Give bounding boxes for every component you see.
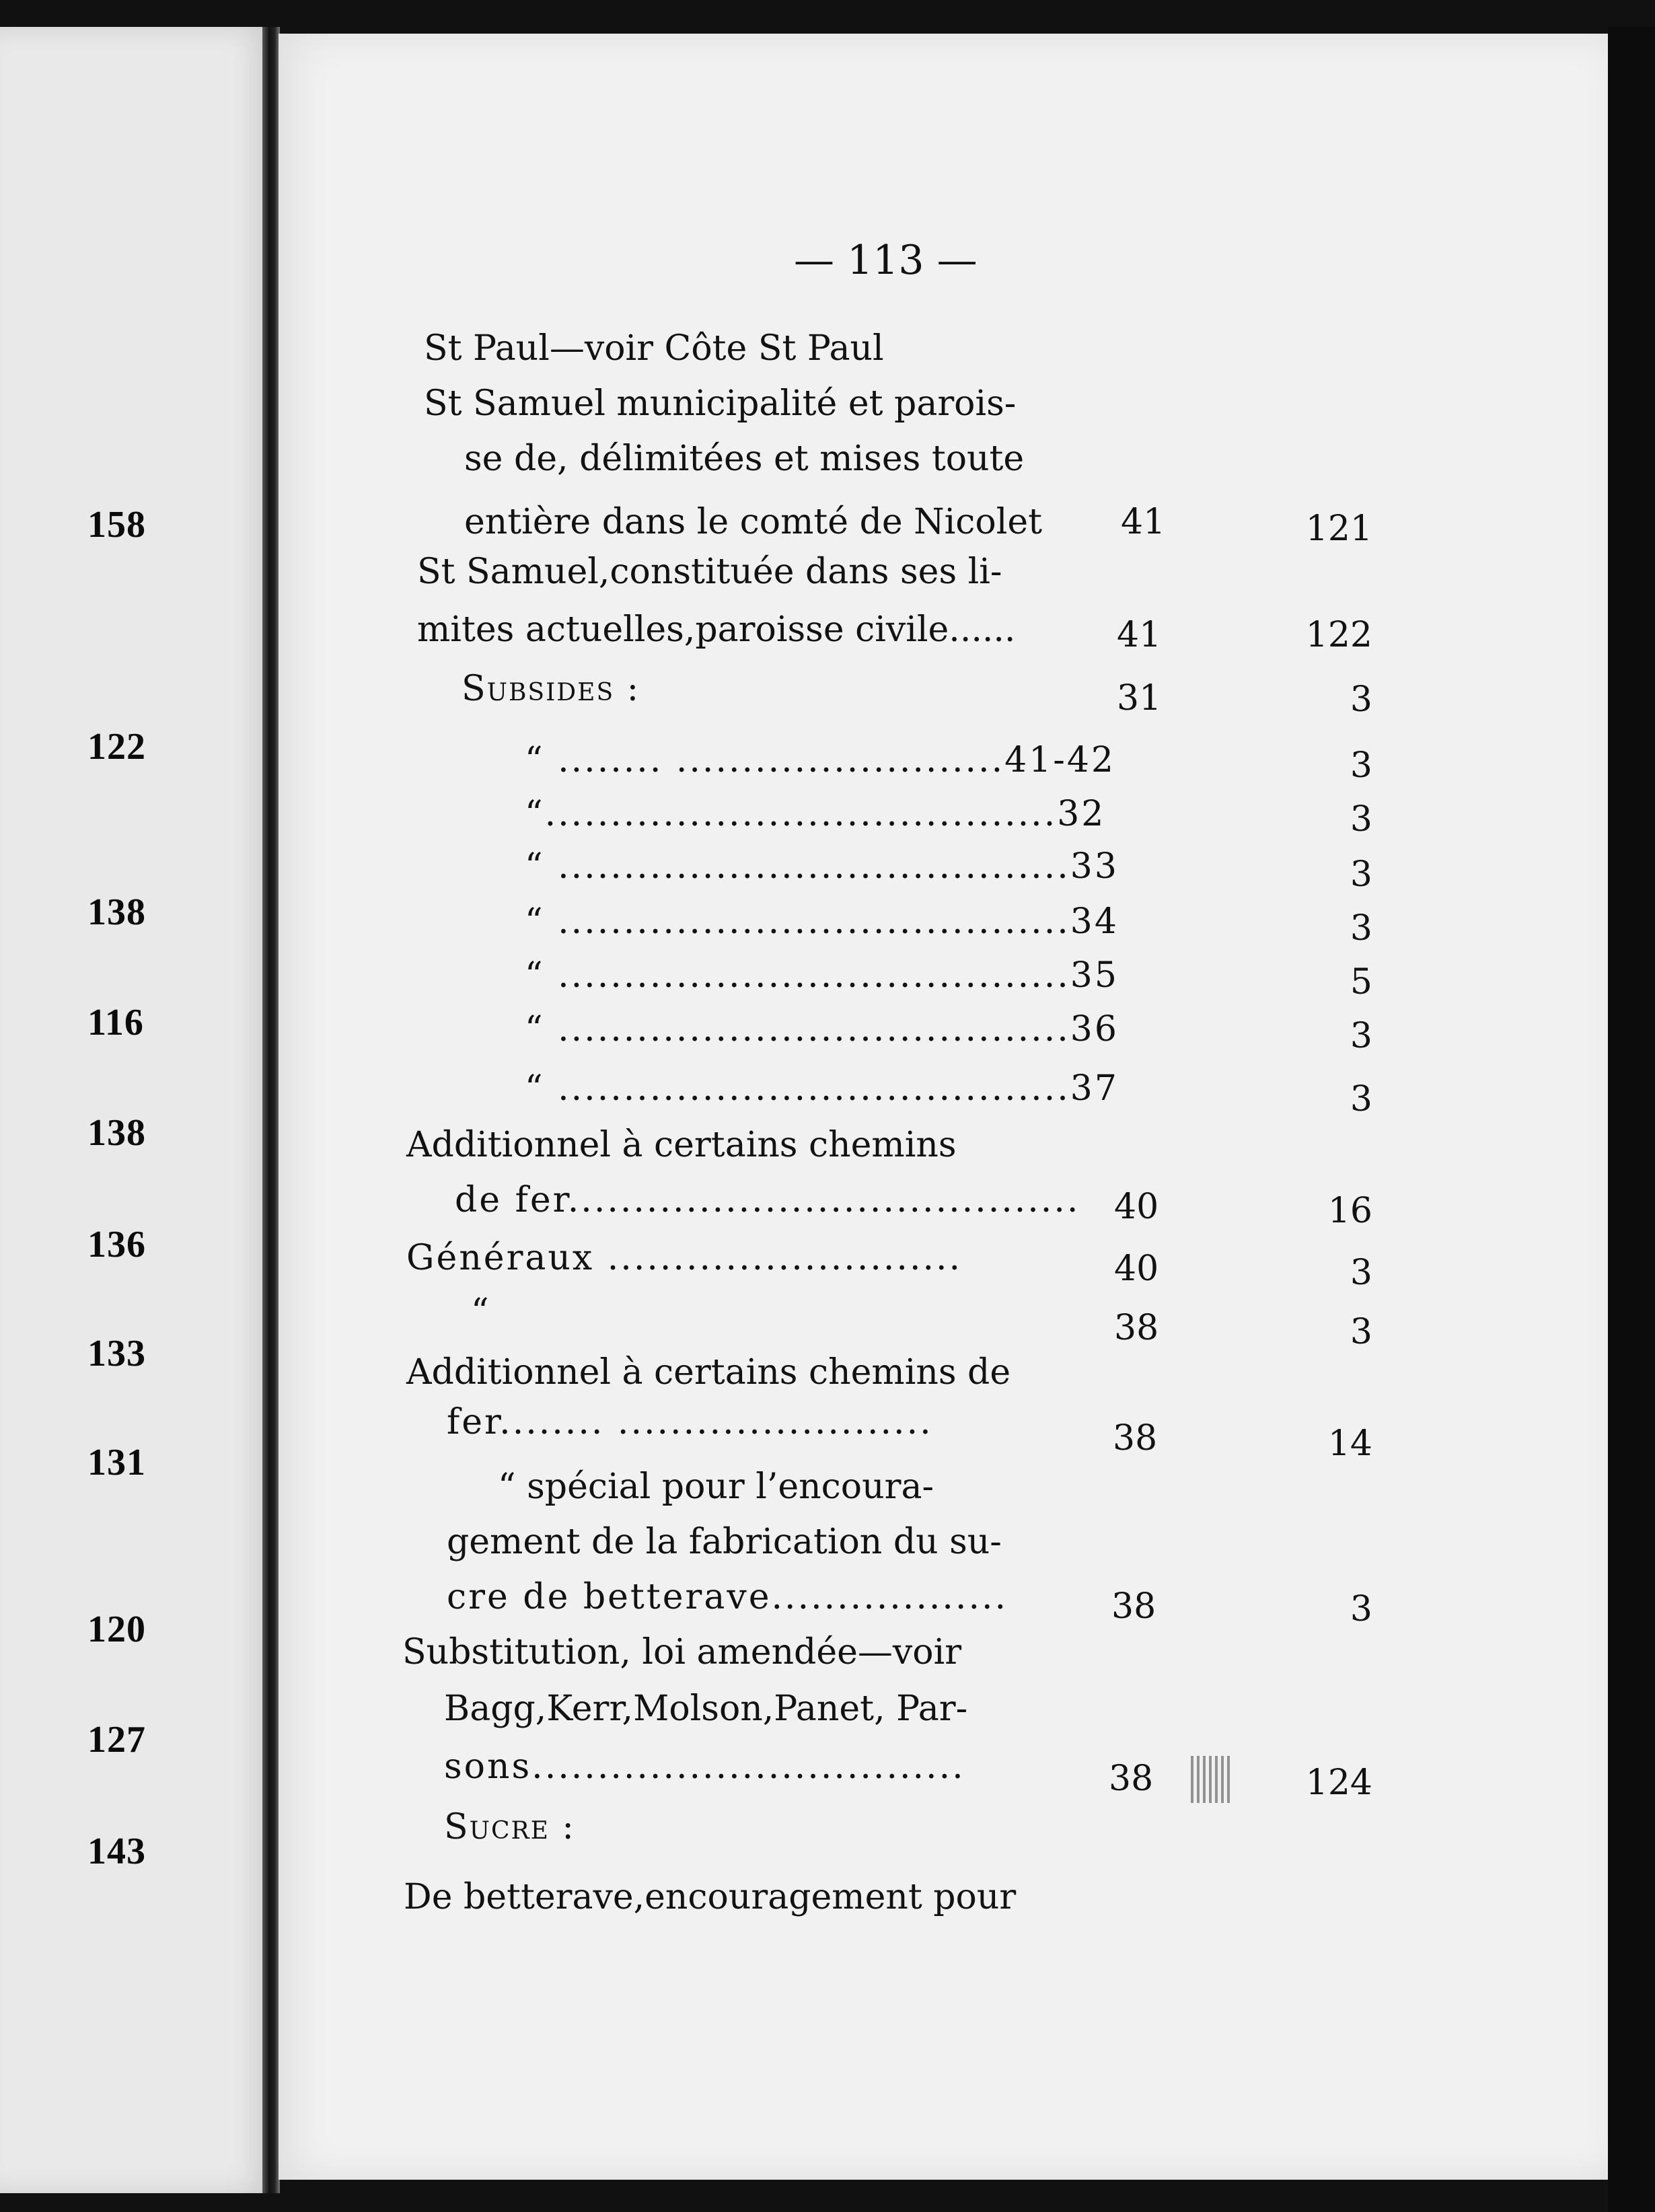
- entry-text: fer........ ........................: [447, 1402, 933, 1442]
- entry-page: 122: [1305, 615, 1372, 655]
- entry-text: gement de la fabrication du su-: [447, 1522, 1002, 1562]
- section-heading: Subsides :: [462, 669, 640, 709]
- entry-page: 3: [1350, 908, 1372, 949]
- book-spine: [262, 27, 280, 2193]
- page-number: — 113 —: [794, 237, 978, 284]
- margin-number: 136: [87, 1224, 146, 1265]
- entry-text: mites actuelles,paroisse civile......: [417, 610, 1016, 650]
- entry-volume: 41: [1121, 502, 1166, 542]
- entry-text: “ .......................................33: [525, 846, 1119, 887]
- margin-number: 131: [87, 1442, 146, 1483]
- margin-number: 138: [87, 891, 146, 933]
- margin-number: 116: [87, 1002, 144, 1043]
- entry-volume: 38: [1109, 1759, 1154, 1799]
- margin-number: 138: [87, 1112, 146, 1154]
- entry-page: 3: [1350, 1079, 1372, 1119]
- ink-mark: [1191, 1756, 1231, 1803]
- entry-text: “ .......................................34: [525, 901, 1119, 942]
- entry-text: “: [471, 1292, 489, 1332]
- entry-text: entière dans le comté de Nicolet: [464, 502, 1043, 542]
- entry-volume: 40: [1114, 1249, 1159, 1289]
- entry-page: 3: [1350, 745, 1372, 786]
- entry-volume: 38: [1113, 1418, 1158, 1459]
- entry-text: cre de betterave..................: [447, 1577, 1008, 1617]
- entry-volume: 40: [1114, 1187, 1159, 1227]
- entry-page: 3: [1350, 679, 1372, 720]
- entry-page: 3: [1350, 1312, 1372, 1352]
- entry-text: St Samuel municipalité et parois-: [424, 383, 1017, 424]
- entry-page: 16: [1327, 1191, 1372, 1231]
- entry-text: Généraux ...........................: [406, 1238, 963, 1278]
- entry-text: “.......................................32: [525, 794, 1106, 834]
- entry-page: 121: [1305, 509, 1372, 549]
- margin-number: 133: [87, 1333, 146, 1374]
- margin-number: 127: [87, 1719, 146, 1761]
- entry-volume: 38: [1114, 1308, 1159, 1348]
- entry-text: Substitution, loi amendée—voir: [402, 1632, 962, 1672]
- entry-page: 3: [1350, 1016, 1372, 1056]
- margin-number: 143: [87, 1831, 146, 1872]
- entry-volume: 41: [1117, 615, 1162, 655]
- margin-number: 122: [87, 726, 146, 768]
- margin-number: 158: [87, 504, 146, 546]
- entry-page: 5: [1350, 962, 1372, 1002]
- entry-page: 14: [1327, 1424, 1372, 1464]
- margin-number: 120: [87, 1609, 146, 1650]
- entry-text: se de, délimitées et mises toute: [464, 439, 1025, 479]
- entry-text: “ .......................................36: [525, 1009, 1119, 1049]
- section-heading: Sucre :: [444, 1807, 575, 1847]
- entry-page: 3: [1350, 854, 1372, 895]
- entry-volume: 31: [1117, 678, 1162, 718]
- entry-text: Additionnel à certains chemins de: [406, 1352, 1011, 1393]
- entry-text: St Samuel,constituée dans ses li-: [417, 552, 1002, 592]
- entry-text: St Paul—voir Côte St Paul: [424, 328, 884, 369]
- entry-volume: 38: [1111, 1586, 1156, 1627]
- entry-page: 124: [1305, 1763, 1372, 1803]
- entry-text: “ .......................................35: [525, 955, 1119, 996]
- entry-page: 3: [1350, 1589, 1372, 1629]
- entry-text: de fer.......................................: [455, 1180, 1080, 1220]
- entry-text: “ .......................................37: [525, 1068, 1119, 1109]
- entry-text: De betterave,encouragement pour: [404, 1877, 1017, 1917]
- entry-text: sons.................................: [444, 1746, 965, 1787]
- entry-text: Additionnel à certains chemins: [406, 1125, 957, 1165]
- entry-text: Bagg,Kerr,Molson,Panet, Par-: [444, 1689, 968, 1729]
- page-edge: [1608, 27, 1655, 2212]
- entry-page: 3: [1350, 799, 1372, 840]
- entry-text: “ ........ .........................41-42: [525, 740, 1116, 780]
- entry-text: “ spécial pour l’encoura-: [498, 1467, 934, 1507]
- entry-page: 3: [1350, 1253, 1372, 1293]
